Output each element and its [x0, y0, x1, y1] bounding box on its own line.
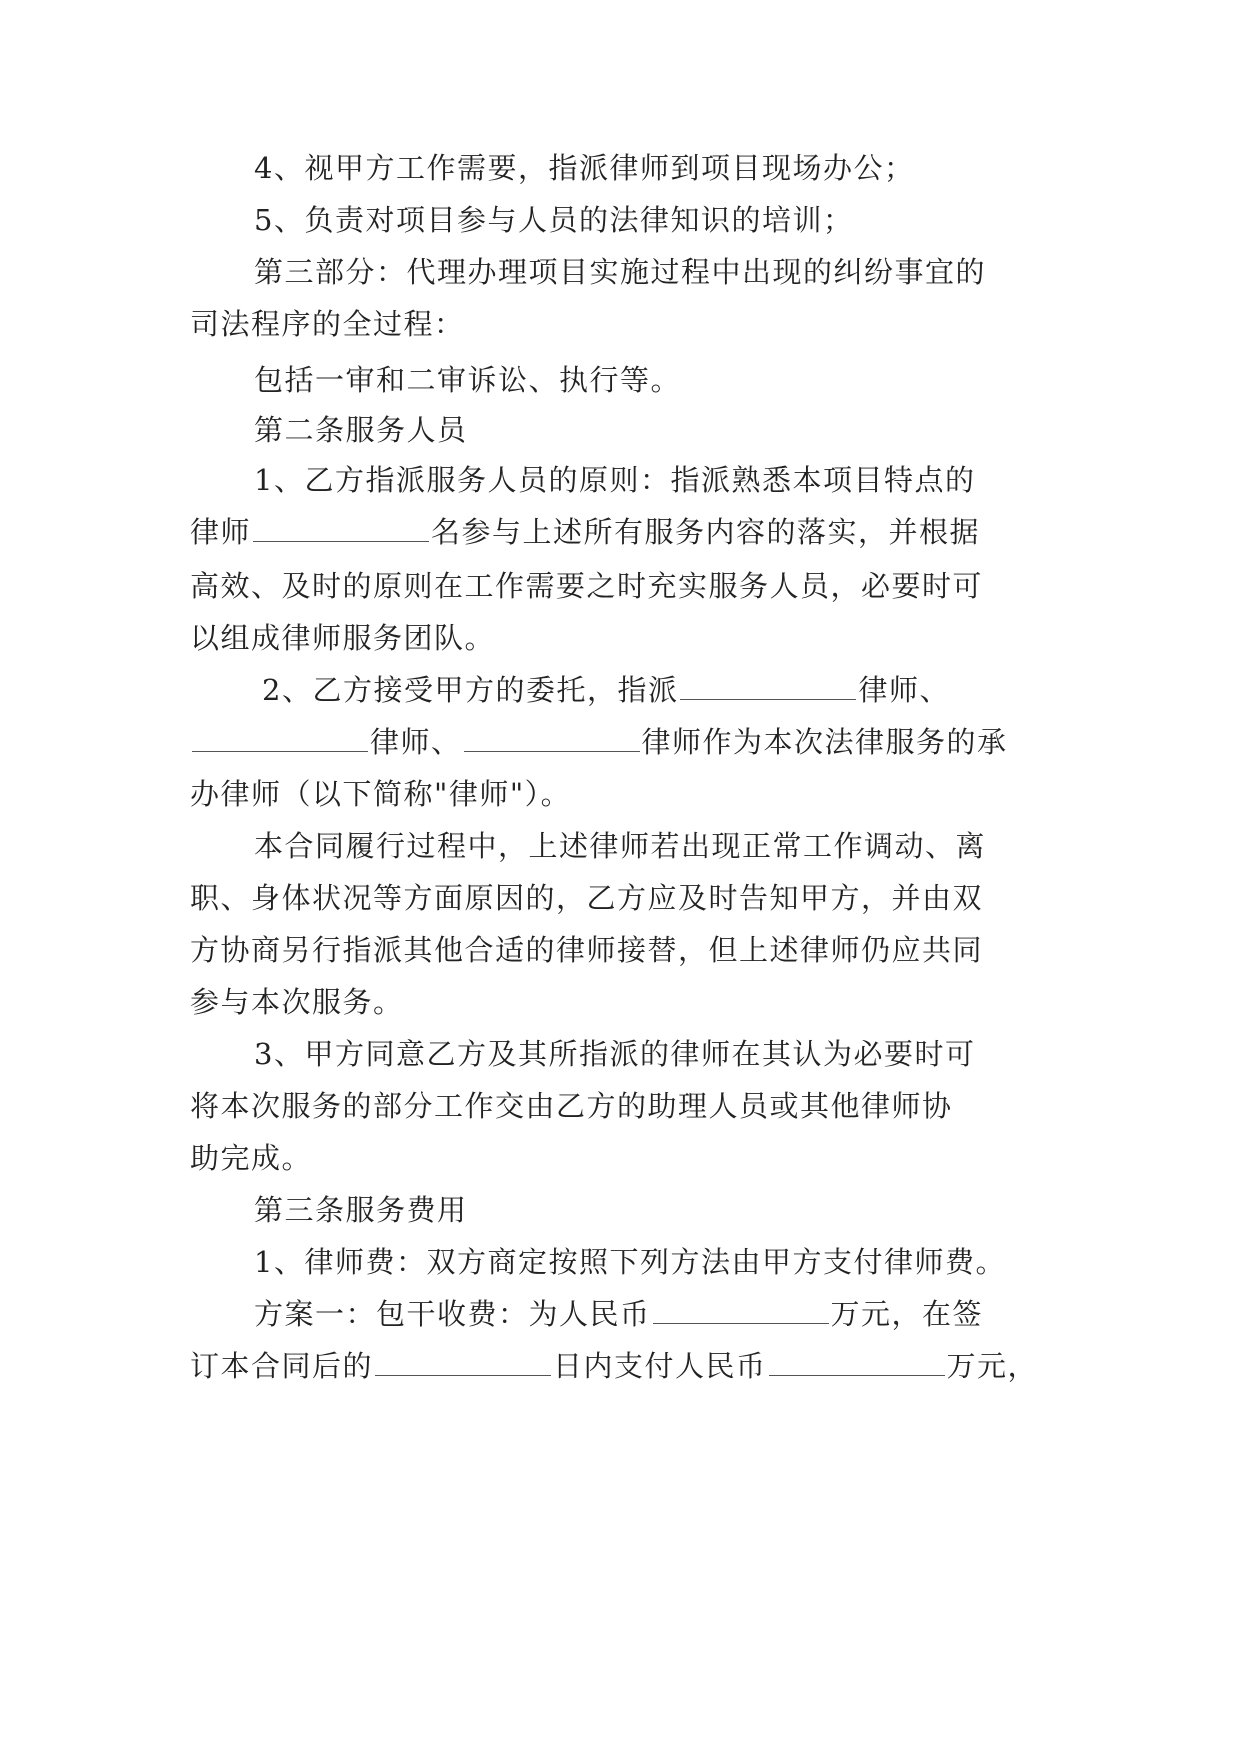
paragraph-line: 包括一审和二审诉讼、执行等。 [254, 363, 682, 397]
fill-in-blank[interactable] [653, 1295, 829, 1324]
paragraph-line: 本合同履行过程中，上述律师若出现正常工作调动、离 [254, 829, 987, 863]
fill-in-blank[interactable] [375, 1347, 551, 1376]
paragraph-line: 职、身体状况等方面原因的，乙方应及时告知甲方，并由双 [190, 881, 984, 915]
paragraph-line [262, 670, 1060, 710]
paragraph-line: 以组成律师服务团队。 [190, 621, 496, 655]
paragraph-line: 办律师（以下简称"律师"）。 [190, 777, 572, 811]
paragraph-line: 1、律师费：双方商定按照下列方法由甲方支付律师费。 [254, 1245, 1006, 1279]
text-segment: 万元，在签 [830, 1297, 984, 1331]
text-segment: 方案一：包干收费：为人民币 [254, 1297, 651, 1331]
paragraph-line [190, 512, 1060, 552]
text-segment: 2、乙方接受甲方的委托，指派 [262, 673, 679, 707]
fill-in-blank[interactable] [192, 723, 368, 752]
fill-in-blank[interactable] [680, 671, 856, 700]
text-segment: 律师、 [370, 725, 462, 759]
text-segment: 万元， [946, 1349, 1039, 1383]
paragraph-line: 将本次服务的部分工作交由乙方的助理人员或其他律师协 [190, 1089, 953, 1123]
paragraph-line: 方协商另行指派其他合适的律师接替，但上述律师仍应共同 [190, 933, 984, 967]
paragraph-line: 3、甲方同意乙方及其所指派的律师在其认为必要时可 [254, 1037, 976, 1071]
paragraph-line: 高效、及时的原则在工作需要之时充实服务人员，必要时可 [190, 569, 984, 603]
paragraph-line: 助完成。 [190, 1141, 313, 1175]
paragraph-line: 5、负责对项目参与人员的法律知识的培训； [254, 203, 854, 237]
paragraph-line: 4、视甲方工作需要，指派律师到项目现场办公； [254, 151, 915, 185]
paragraph-line: 司法程序的全过程： [190, 307, 465, 341]
fill-in-blank[interactable] [253, 513, 429, 542]
paragraph-line: 1、乙方指派服务人员的原则：指派熟悉本项目特点的 [254, 463, 976, 497]
text-segment: 律师、 [858, 673, 950, 707]
fill-in-blank[interactable] [769, 1347, 945, 1376]
text-segment: 名参与上述所有服务内容的落实，并根据 [431, 515, 981, 549]
text-segment: 律师作为本次法律服务的承 [641, 725, 1008, 759]
paragraph-line [190, 1346, 1060, 1386]
section-heading: 第三条服务费用 [254, 1193, 468, 1227]
paragraph-line [254, 1294, 1060, 1334]
paragraph-line [190, 722, 1060, 762]
text-segment: 日内支付人民币 [553, 1349, 767, 1383]
section-heading: 第二条服务人员 [254, 413, 468, 447]
text-segment: 律师 [190, 515, 252, 549]
paragraph-line: 第三部分：代理办理项目实施过程中出现的纠纷事宜的 [254, 255, 987, 289]
paragraph-line: 参与本次服务。 [190, 985, 404, 1019]
text-segment: 订本合同后的 [190, 1349, 374, 1383]
fill-in-blank[interactable] [464, 723, 640, 752]
